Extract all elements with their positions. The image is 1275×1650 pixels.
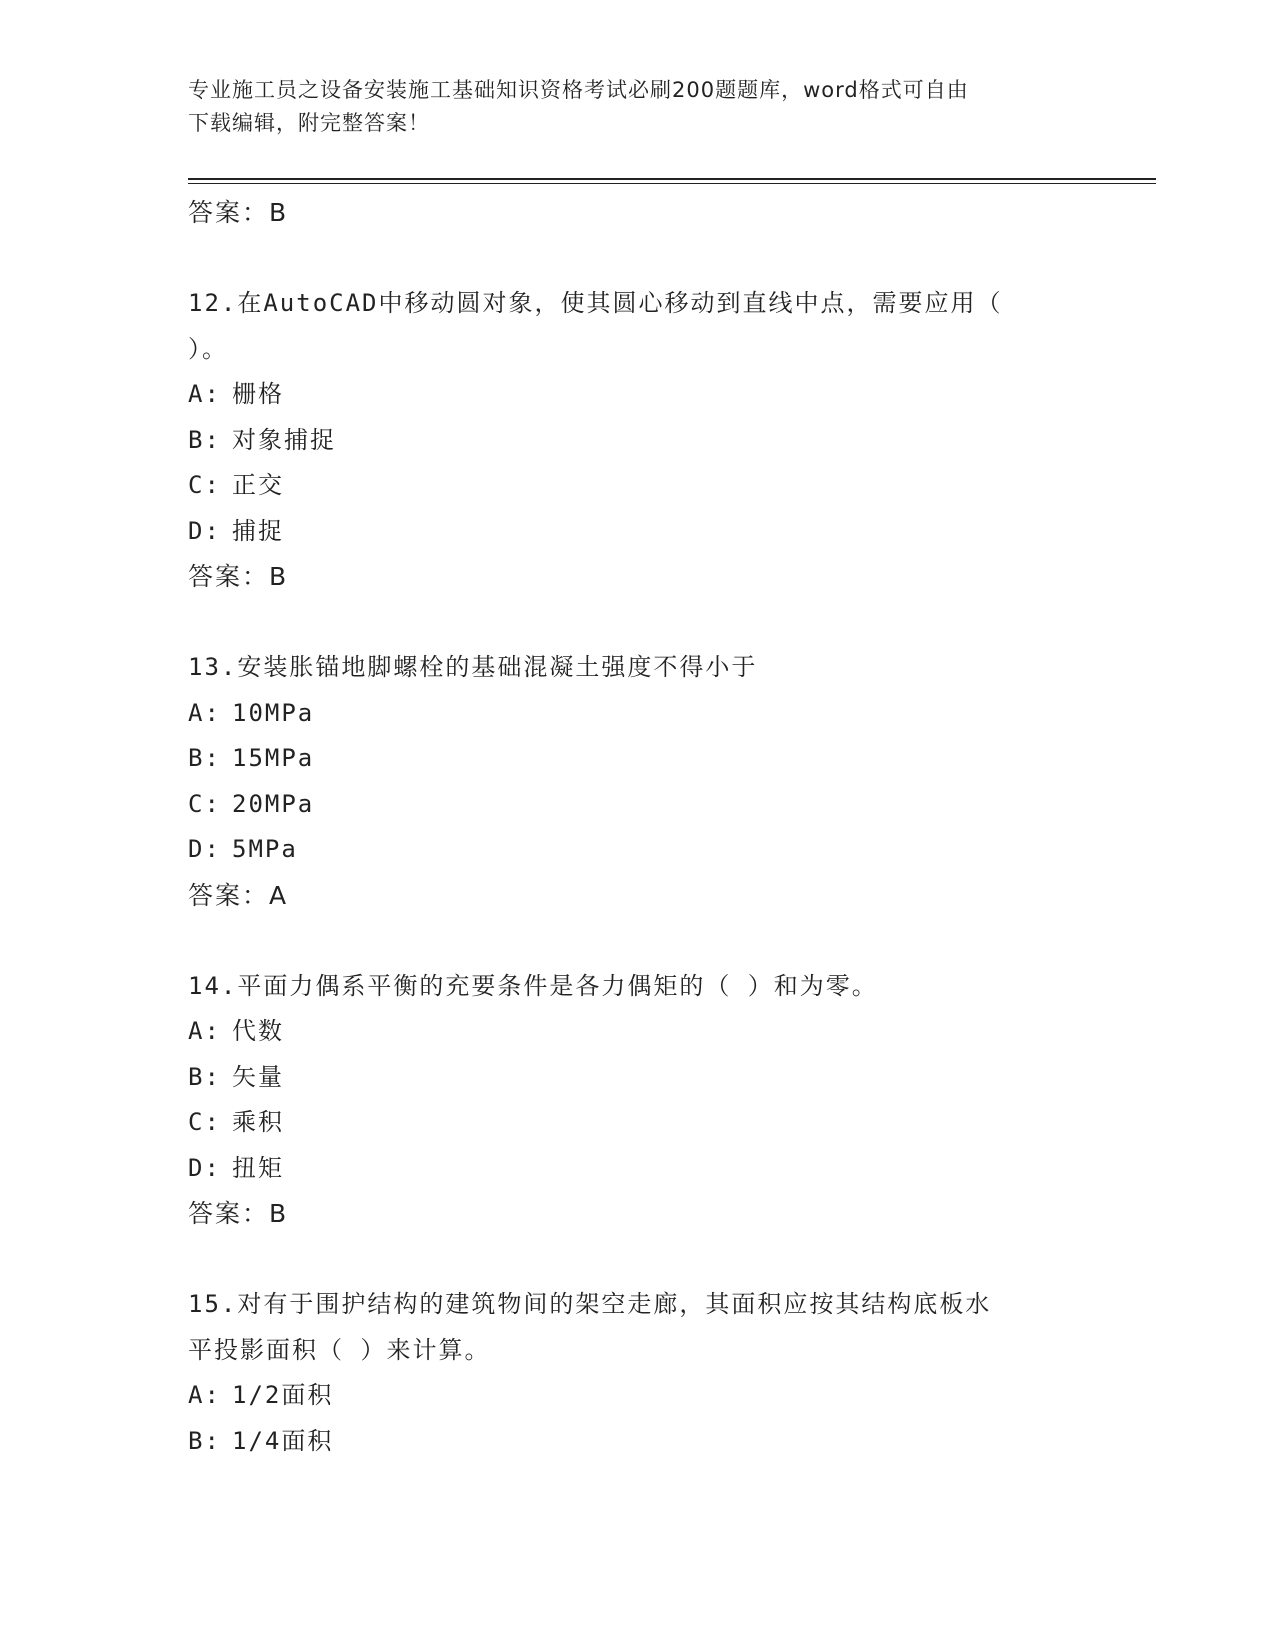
spacer xyxy=(188,918,1088,964)
question-14 xyxy=(188,964,1088,1237)
option-c: C: 乘积 xyxy=(188,1108,284,1136)
question-text-continued: 平投影面积（ ）来计算。 xyxy=(188,1335,491,1364)
question-text: 15.对有于围护结构的建筑物间的架空走廊，其面积应按其结构底板水 xyxy=(188,1290,992,1318)
option-c: C: 正交 xyxy=(188,471,284,499)
option-b: B: 1/4面积 xyxy=(188,1426,334,1455)
question-text-continued: ）。 xyxy=(188,334,228,363)
question-text: 12.在AutoCAD中移动圆对象，使其圆心移动到直线中点，需要应用（ xyxy=(188,289,1003,317)
option-c: C: 20MPa xyxy=(188,789,315,818)
header-line-2: 下载编辑，附完整答案！ xyxy=(188,111,430,135)
header-divider-thin xyxy=(188,183,1156,184)
option-a: A: 1/2面积 xyxy=(188,1381,334,1409)
question-13 xyxy=(188,645,1088,918)
header-line-1: 专业施工员之设备安装施工基础知识资格考试必刷200题题库，word格式可自由 xyxy=(188,78,969,102)
option-d: D: 捕捉 xyxy=(188,516,284,545)
answer: 答案：A xyxy=(188,880,289,910)
option-b: B: 15MPa xyxy=(188,744,315,772)
question-text: 14.平面力偶系平衡的充要条件是各力偶矩的（ ）和为零。 xyxy=(188,971,878,1000)
spacer xyxy=(188,600,1088,646)
spacer xyxy=(188,236,1088,282)
option-a: A: 代数 xyxy=(188,1017,284,1045)
option-a: A: 10MPa xyxy=(188,698,315,727)
spacer xyxy=(188,1237,1088,1283)
option-d: D: 5MPa xyxy=(188,835,298,863)
question-15 xyxy=(188,1282,1088,1464)
option-b: B: 对象捕捉 xyxy=(188,425,336,454)
document-header xyxy=(188,74,1068,140)
option-d: D: 扭矩 xyxy=(188,1153,284,1182)
answer: 答案：B xyxy=(188,1199,289,1228)
previous-answer: 答案：B xyxy=(188,198,289,227)
question-12 xyxy=(188,281,1088,600)
option-a: A: 栅格 xyxy=(188,380,284,408)
answer: 答案：B xyxy=(188,562,289,591)
option-b: B: 矢量 xyxy=(188,1062,284,1091)
question-list xyxy=(188,190,1088,1464)
header-divider-thick xyxy=(188,178,1156,180)
question-text: 13.安装胀锚地脚螺栓的基础混凝土强度不得小于 xyxy=(188,653,758,681)
